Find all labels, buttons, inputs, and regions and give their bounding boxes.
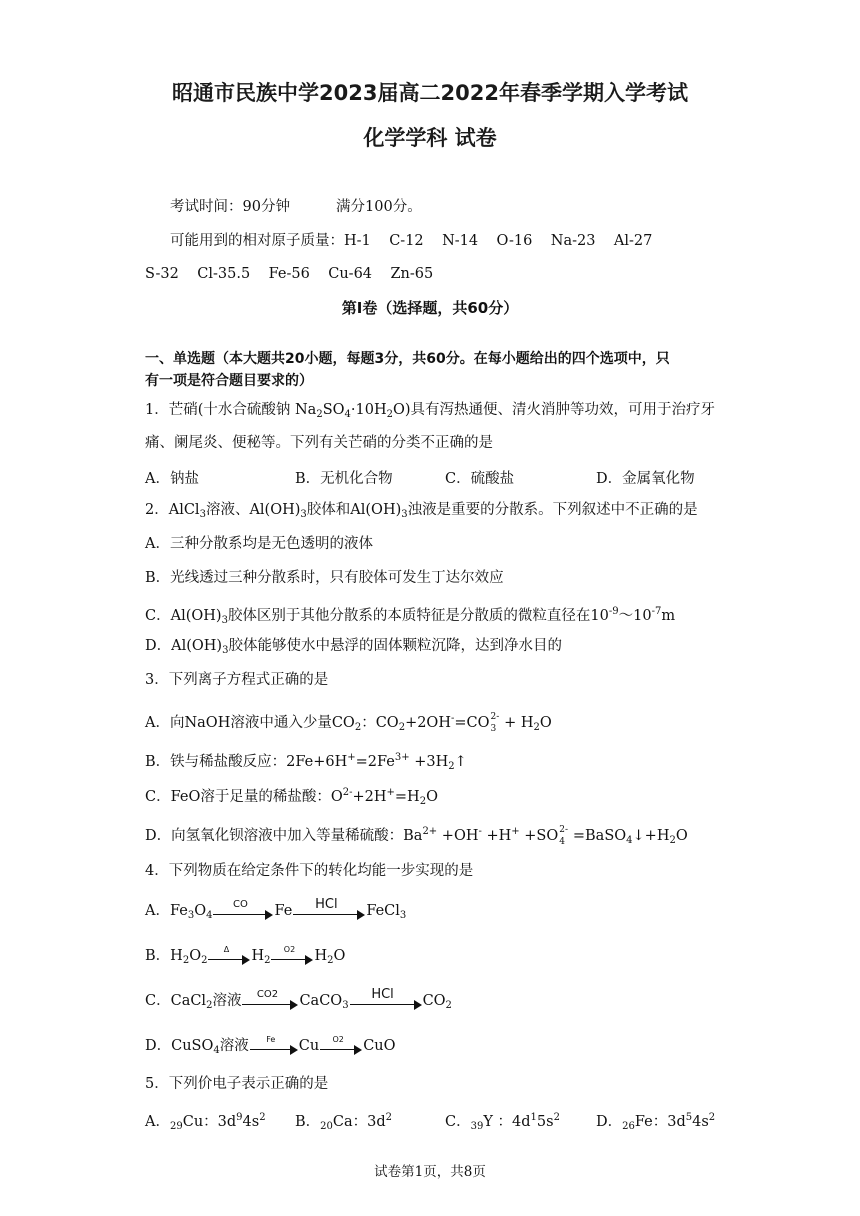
atomic-mass-line: 可能用到的相对原子质量：H-1 C-12 N-14 O-16 Na-23 Al-27 [170, 233, 653, 249]
section-title: 第Ⅰ卷（选择题，共60分） [341, 299, 519, 317]
reaction-arrow: Δ [208, 947, 250, 965]
reaction-arrow: HCl [293, 902, 365, 920]
question-1-stem-cont: 痛、阑尾炎、便秘等。下列有关芒硝的分类不正确的是 [145, 435, 493, 451]
q3-option-c[interactable]: C．FeO溶于足量的稀盐酸：$O^{2-}+2H^+=H_2O$ [145, 787, 438, 807]
q1-option-d[interactable]: D．金属氧化物 [596, 471, 695, 487]
q5-option-d[interactable]: D．$_{26}$Fe：$3d^54s^2$ [596, 1112, 716, 1132]
q5-option-b[interactable]: B．$_{20}$Ca：$3d^2$ [295, 1112, 393, 1132]
q1-option-c[interactable]: C．硫酸盐 [445, 471, 515, 487]
q4-option-a[interactable]: A．$Fe_3O_4$ CO Fe HCl FeCl$_3$ [145, 897, 407, 921]
q4-option-c[interactable]: C．CaCl$_2$溶液 CO2 CaCO$_3$ HCl $CO_2$ [145, 987, 452, 1011]
q2-option-a[interactable]: A．三种分散系均是无色透明的液体 [145, 536, 373, 552]
reaction-arrow: O2 [271, 947, 313, 965]
q2-option-d[interactable]: D．$Al(OH)_3$胶体能够使水中悬浮的固体颗粒沉降，达到净水目的 [145, 638, 562, 656]
section-instruction-cont: 有一项是符合题目要求的） [145, 373, 313, 389]
section-instruction: 一、单选题（本大题共20小题，每题3分，共60分。在每小题给出的四个选项中，只 [145, 351, 670, 367]
reaction-arrow: HCl [350, 992, 422, 1010]
q2-option-c[interactable]: C．$Al(OH)_3$胶体区别于其他分散系的本质特征是分散质的微粒直径在$10^{-9}\sim 10^{-7}m$ [145, 606, 676, 626]
q5-option-c[interactable]: C．$_{39}$Y ：$4d^15s^2$ [445, 1112, 560, 1132]
q3-option-a[interactable]: A．向NaOH溶液中通入少量$CO_2$：$CO_2+2OH^-=CO$ 2- 3 + $H_2O$ [145, 712, 552, 734]
subject-title: 化学学科 试卷 [363, 126, 497, 150]
reaction-arrow: Fe [250, 1037, 298, 1055]
q3-option-d[interactable]: D．向氢氧化钡溶液中加入等量稀硫酸：$Ba^{2+} +OH^- +H^+ +SO$ 2- 4 $=BaSO_4↓+H_2O$ [145, 825, 688, 847]
atomic-mass-line-cont: S-32 Cl-35.5 Fe-56 Cu-64 Zn-65 [145, 266, 434, 282]
q4-option-d[interactable]: D．CuSO$_4$溶液 Fe Cu O2 CuO [145, 1035, 396, 1056]
exam-title: 昭通市民族中学2023届高二2022年春季学期入学考试 [172, 81, 688, 105]
question-5-stem: 5．下列价电子表示正确的是 [145, 1076, 329, 1092]
q1-option-a[interactable]: A．钠盐 [145, 471, 199, 487]
q5-option-a[interactable]: A．$_{29}$Cu：$3d^94s^2$ [145, 1112, 266, 1132]
reaction-arrow: CO2 [242, 992, 298, 1010]
reaction-arrow: CO [213, 902, 273, 920]
question-4-stem: 4．下列物质在给定条件下的转化均能一步实现的是 [145, 863, 474, 879]
q2-option-b[interactable]: B．光线透过三种分散系时，只有胶体可发生丁达尔效应 [145, 570, 504, 586]
question-3-stem: 3．下列离子方程式正确的是 [145, 672, 329, 688]
q1-option-b[interactable]: B．无机化合物 [295, 471, 393, 487]
question-2-stem: 2．AlCl$_3$溶液、$Al(OH)_3$胶体和$Al(OH)_3$浊液是重要的分散系。下列叙述中不正确的是 [145, 502, 698, 520]
q3-option-b[interactable]: B．铁与稀盐酸反应：$2Fe+6H^+=2Fe^{3+}$ $+3H_2↑$ [145, 752, 467, 772]
exam-time-line: 考试时间：90分钟 满分100分。 [170, 199, 422, 215]
page-footer: 试卷第1页，共8页 [374, 1164, 486, 1180]
reaction-arrow: O2 [320, 1037, 362, 1055]
q4-option-b[interactable]: B．$H_2O_2$ Δ $H_2$ O2 $H_2O$ [145, 945, 346, 966]
question-1-stem: 1．芒硝(十水合硫酸钠 $Na_2SO_4\cdot 10H_2O$)具有泻热通便、清火消肿等功效，可用于治疗牙 [145, 402, 716, 420]
